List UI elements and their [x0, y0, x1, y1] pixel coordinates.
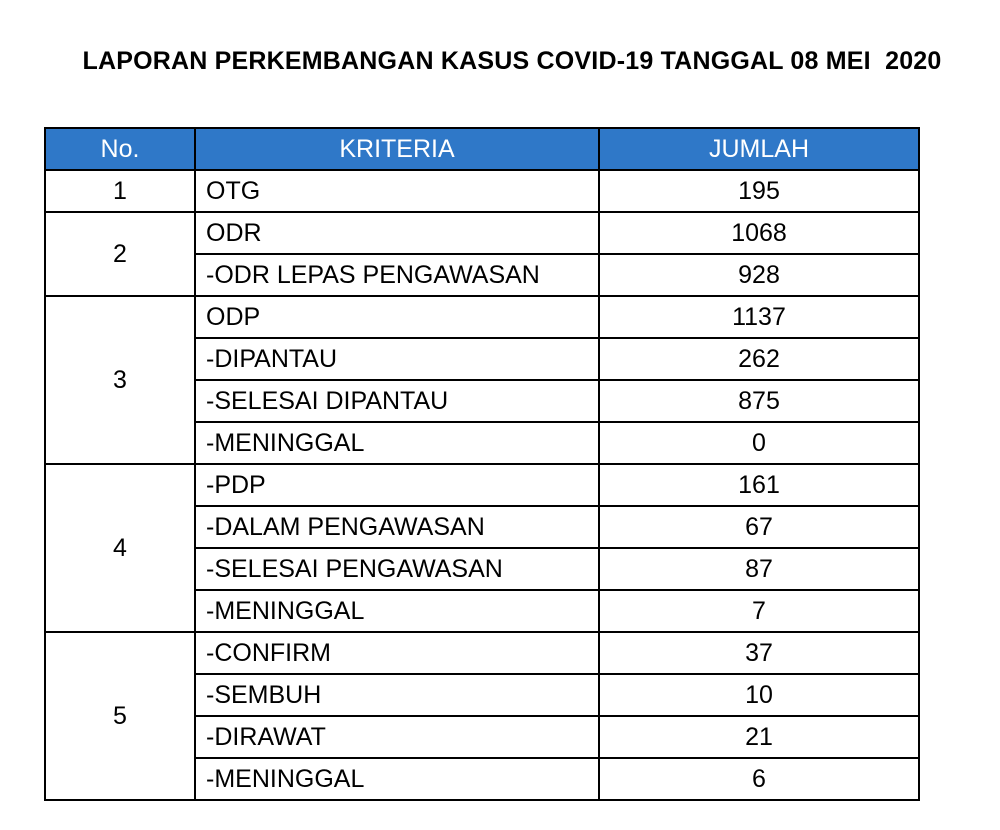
jumlah-cell: 262	[599, 338, 919, 380]
kriteria-cell: -DIRAWAT	[195, 716, 599, 758]
jumlah-cell: 0	[599, 422, 919, 464]
table-body	[45, 170, 919, 800]
table-row	[45, 212, 919, 254]
row-number: 2	[45, 212, 195, 296]
header-jumlah: JUMLAH	[599, 128, 919, 170]
table-row	[45, 632, 919, 674]
row-number: 3	[45, 296, 195, 464]
header-no: No.	[45, 128, 195, 170]
jumlah-cell: 875	[599, 380, 919, 422]
table-row	[45, 296, 919, 338]
jumlah-cell: 6	[599, 758, 919, 800]
jumlah-cell: 928	[599, 254, 919, 296]
kriteria-cell: -MENINGGAL	[195, 422, 599, 464]
jumlah-cell: 10	[599, 674, 919, 716]
jumlah-cell: 87	[599, 548, 919, 590]
kriteria-cell: -MENINGGAL	[195, 590, 599, 632]
kriteria-cell: OTG	[195, 170, 599, 212]
kriteria-cell: -ODR LEPAS PENGAWASAN	[195, 254, 599, 296]
kriteria-cell: ODR	[195, 212, 599, 254]
kriteria-cell: -MENINGGAL	[195, 758, 599, 800]
kriteria-cell: -SELESAI DIPANTAU	[195, 380, 599, 422]
kriteria-cell: -PDP	[195, 464, 599, 506]
row-number: 1	[45, 170, 195, 212]
jumlah-cell: 1137	[599, 296, 919, 338]
report-title: LAPORAN PERKEMBANGAN KASUS COVID-19 TANGGAL 08 MEI 2020	[82, 47, 942, 75]
kriteria-cell: -DALAM PENGAWASAN	[195, 506, 599, 548]
table-row	[45, 170, 919, 212]
kriteria-cell: -DIPANTAU	[195, 338, 599, 380]
header-kriteria: KRITERIA	[195, 128, 599, 170]
row-number: 4	[45, 464, 195, 632]
kriteria-cell: -SEMBUH	[195, 674, 599, 716]
header-row	[45, 128, 919, 170]
kriteria-cell: ODP	[195, 296, 599, 338]
row-number: 5	[45, 632, 195, 800]
jumlah-cell: 161	[599, 464, 919, 506]
jumlah-cell: 37	[599, 632, 919, 674]
kriteria-cell: -CONFIRM	[195, 632, 599, 674]
kriteria-cell: -SELESAI PENGAWASAN	[195, 548, 599, 590]
table-header	[45, 128, 919, 170]
jumlah-cell: 195	[599, 170, 919, 212]
table-row	[45, 464, 919, 506]
covid-report-table	[44, 127, 920, 801]
jumlah-cell: 67	[599, 506, 919, 548]
jumlah-cell: 21	[599, 716, 919, 758]
jumlah-cell: 1068	[599, 212, 919, 254]
jumlah-cell: 7	[599, 590, 919, 632]
